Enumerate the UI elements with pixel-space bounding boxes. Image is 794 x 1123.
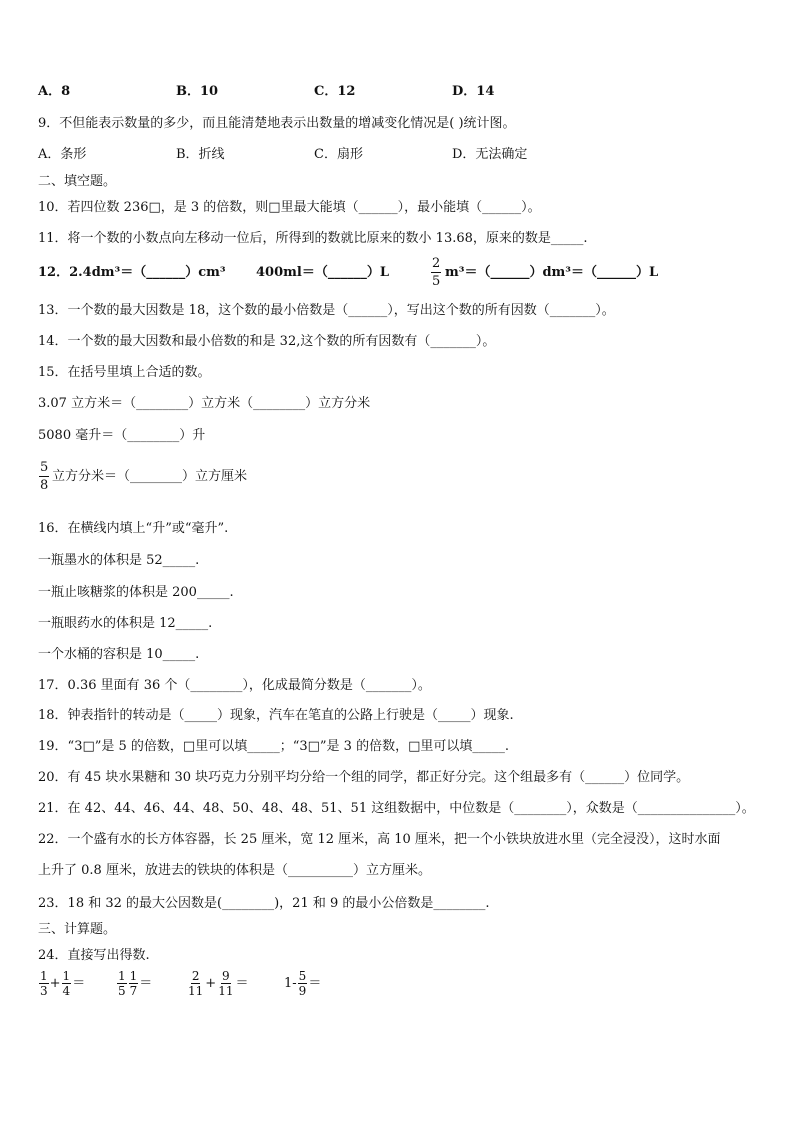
- q10-question: 10．若四位数 236□，是 3 的倍数，则□里最大能填（______），最小能填（______）。: [38, 200, 541, 215]
- q23-question: 23．18 和 32 的最大公因数是(________)，21 和 9 的最小公倍数是________.: [38, 896, 490, 911]
- q20-question: 20．有 45 块水果糖和 30 块巧克力分别平均分给一个组的同学，都正好分完。这个组最多有（______）位同学。: [38, 770, 690, 785]
- q24-expr-2: $\frac{1}{5}$ $\frac{1}{7}$ ＝: [118, 969, 153, 998]
- q12-fraction: $\frac{2}{5}$: [432, 256, 441, 289]
- q9-option-d: D．无法确定: [452, 147, 528, 162]
- q15-line2: 5080 毫升＝（________）升: [38, 428, 206, 443]
- q16-line1: 一瓶墨水的体积是 52_____.: [38, 553, 200, 568]
- section-heading-calculation: 三、计算题。: [38, 922, 117, 937]
- q12-part3: m³＝（______）dm³＝（______）L: [445, 265, 659, 280]
- q15-title: 15．在括号里填上合适的数。: [38, 365, 211, 380]
- q13-question: 13．一个数的最大因数是 18，这个数的最小倍数是（______），写出这个数的所有因数（_______）。: [38, 303, 615, 318]
- q16-line3: 一瓶眼药水的体积是 12_____.: [38, 616, 213, 631]
- q24-expr-1: $\frac{1}{3}$ + $\frac{1}{4}$ ＝: [40, 969, 86, 998]
- q8-option-d: D．14: [452, 84, 495, 99]
- q8-option-a: A．8: [38, 84, 71, 99]
- q12-part2: 400ml＝（______）L: [256, 265, 389, 280]
- q24-expr-4: 1- $\frac{5}{9}$ ＝: [284, 969, 322, 998]
- q15-line1: 3.07 立方米＝（________）立方米（________）立方分米: [38, 396, 371, 411]
- q14-question: 14．一个数的最大因数和最小倍数的和是 32,这个数的所有因数有（_______）。: [38, 334, 496, 349]
- q15-fraction: $\frac{5}{8}$: [40, 460, 49, 493]
- q9-option-b: B．折线: [176, 147, 225, 162]
- q12-part1: 12．2.4dm³＝（______）cm³: [38, 265, 226, 280]
- q24-title: 24．直接写出得数.: [38, 948, 150, 963]
- q16-line4: 一个水桶的容积是 10_____.: [38, 647, 200, 662]
- q22-line1: 22．一个盛有水的长方体容器，长 25 厘米，宽 12 厘米，高 10 厘米，把一个小铁块放进水里（完全浸没），这时水面: [38, 832, 721, 847]
- q16-line2: 一瓶止咳糖浆的体积是 200_____.: [38, 585, 234, 600]
- q22-line2: 上升了 0.8 厘米，放进去的铁块的体积是（__________）立方厘米。: [38, 863, 431, 878]
- q19-question: 19．“3□”是 5 的倍数，□里可以填_____；“3□”是 3 的倍数，□里可以填_____.: [38, 739, 510, 754]
- section-heading-fill-in: 二、填空题。: [38, 174, 117, 189]
- q18-question: 18．钟表指针的转动是（_____）现象，汽车在笔直的公路上行驶是（_____）现象.: [38, 708, 514, 723]
- q17-question: 17．0.36 里面有 36 个（________），化成最简分数是（_______）。: [38, 678, 431, 693]
- q8-option-c: C．12: [314, 84, 356, 99]
- q16-title: 16．在横线内填上“升”或“毫升”.: [38, 521, 229, 536]
- q9-option-c: C．扇形: [314, 147, 363, 162]
- q9-option-a: A．条形: [38, 147, 87, 162]
- q11-question: 11．将一个数的小数点向左移动一位后，所得到的数就比原来的数小 13.68，原来的数是_____.: [38, 231, 588, 246]
- q8-option-b: B．10: [176, 84, 219, 99]
- q24-expr-3: $\frac{2}{11}$ + $\frac{9}{11}$ ＝: [188, 969, 249, 998]
- q9-question: 9．不但能表示数量的多少，而且能清楚地表示出数量的增减变化情况是( )统计图。: [38, 116, 516, 131]
- q21-question: 21．在 42、44、46、44、48、50、48、48、51、51 这组数据中，中位数是（________），众数是（_______________）。: [38, 801, 755, 816]
